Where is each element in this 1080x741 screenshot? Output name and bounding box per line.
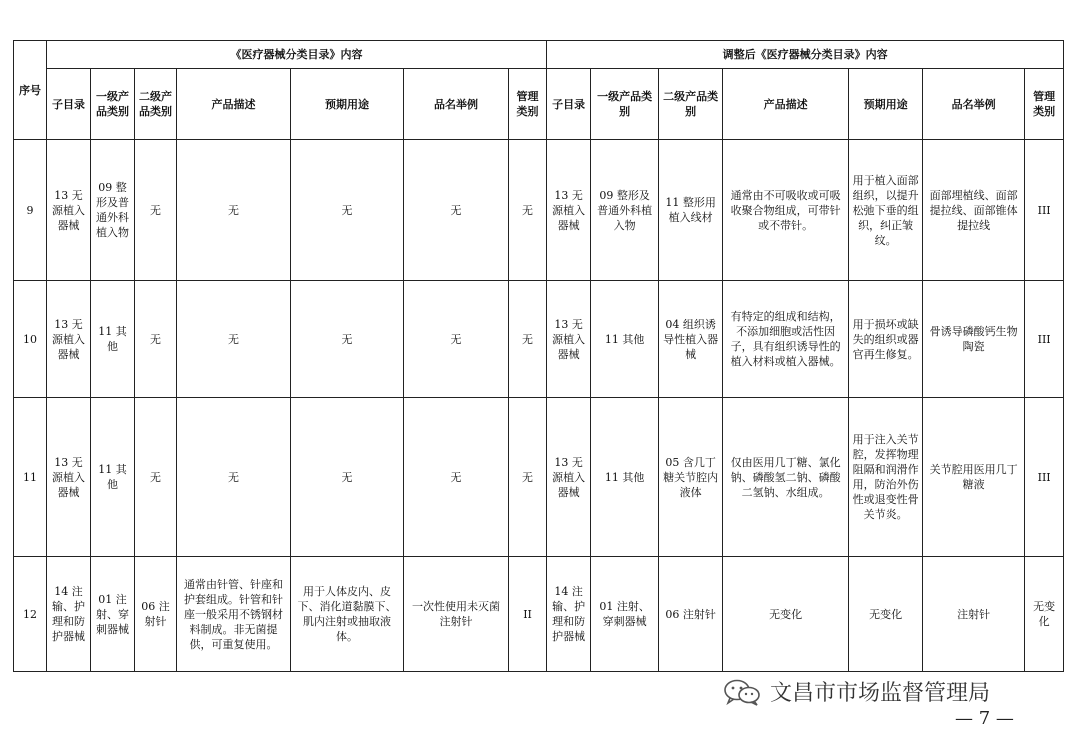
table-cell: 无: [135, 140, 177, 281]
table-cell: 用于损坏或缺失的组织或器官再生修复。: [849, 281, 923, 398]
table-cell: 用于人体皮内、皮下、消化道黏膜下、肌内注射或抽取液体。: [291, 557, 404, 672]
table-cell: 无: [291, 140, 404, 281]
table-cell: 注射针: [923, 557, 1025, 672]
table-cell: 11 其他: [591, 398, 659, 557]
table-row: [14, 557, 1064, 672]
table-cell: 09 整形及普通外科植入物: [591, 140, 659, 281]
cell-seq: 12: [14, 557, 47, 672]
table-cell: 无: [135, 398, 177, 557]
header-col: 预期用途: [849, 69, 923, 140]
table-row: [14, 398, 1064, 557]
table-cell: 无: [509, 281, 547, 398]
table-cell: 无: [509, 140, 547, 281]
header-col: 二级产品类别: [659, 69, 723, 140]
header-col: 管理类别: [1025, 69, 1064, 140]
table-cell: 通常由针管、针座和护套组成。针管和针座一般采用不锈钢材料制成。非无菌提供，可重复使用。: [177, 557, 291, 672]
table-cell: 有特定的组成和结构，不添加细胞或活性因子，具有组织诱导性的植入材料或植入器械。: [723, 281, 849, 398]
table-cell: 05 含几丁糖关节腔内液体: [659, 398, 723, 557]
table-cell: 06 注射针: [135, 557, 177, 672]
cell-seq: 9: [14, 140, 47, 281]
table-cell: 13 无源植入器械: [547, 398, 591, 557]
table-cell: 关节腔用医用几丁糖液: [923, 398, 1025, 557]
table-cell: 无: [404, 281, 509, 398]
table-cell: 无: [291, 281, 404, 398]
table-cell: 一次性使用未灭菌注射针: [404, 557, 509, 672]
table-cell: 无变化: [849, 557, 923, 672]
table-cell: III: [1025, 398, 1064, 557]
table-cell: 通常由不可吸收或可吸收聚合物组成，可带针或不带针。: [723, 140, 849, 281]
table-cell: 无: [135, 281, 177, 398]
table-cell: 11 其他: [91, 281, 135, 398]
table-row: [14, 281, 1064, 398]
header-col: 子目录: [547, 69, 591, 140]
table-cell: 13 无源植入器械: [47, 281, 91, 398]
table-cell: 06 注射针: [659, 557, 723, 672]
watermark: [722, 676, 990, 707]
header-col: 品名举例: [404, 69, 509, 140]
table-cell: 无变化: [723, 557, 849, 672]
table-cell: 无: [177, 140, 291, 281]
header-col: 产品描述: [723, 69, 849, 140]
table-cell: II: [509, 557, 547, 672]
header-col: 一级产品类别: [591, 69, 659, 140]
table-cell: 无变化: [1025, 557, 1064, 672]
table-cell: 无: [404, 140, 509, 281]
table-cell: 13 无源植入器械: [47, 398, 91, 557]
classification-table: [13, 40, 1064, 672]
table-cell: III: [1025, 140, 1064, 281]
table-cell: 13 无源植入器械: [47, 140, 91, 281]
header-seq: 序号: [14, 41, 47, 140]
table-cell: 11 其他: [591, 281, 659, 398]
table-cell: 仅由医用几丁糖、氯化钠、磷酸氢二钠、磷酸二氢钠、水组成。: [723, 398, 849, 557]
cell-seq: 11: [14, 398, 47, 557]
header-col: 预期用途: [291, 69, 404, 140]
header-col: 产品描述: [177, 69, 291, 140]
cell-seq: 10: [14, 281, 47, 398]
page-number: — 7 —: [955, 708, 1014, 729]
table-cell: III: [1025, 281, 1064, 398]
table-cell: 无: [177, 281, 291, 398]
table-cell: 用于植入面部组织，以提升松弛下垂的组织，纠正皱纹。: [849, 140, 923, 281]
table-cell: 11 其他: [91, 398, 135, 557]
header-col: 一级产品类别: [91, 69, 135, 140]
table-cell: 无: [404, 398, 509, 557]
header-col: 品名举例: [923, 69, 1025, 140]
table-cell: 14 注输、护理和防护器械: [47, 557, 91, 672]
watermark-text: 文昌市市场监督管理局: [770, 681, 991, 706]
table-cell: 13 无源植入器械: [547, 281, 591, 398]
table-cell: 13 无源植入器械: [547, 140, 591, 281]
table-cell: 用于注入关节腔，发挥物理阻隔和润滑作用，防治外伤性或退变性骨关节炎。: [849, 398, 923, 557]
header-before-title: 《医疗器械分类目录》内容: [47, 41, 547, 69]
table-cell: 04 组织诱导性植入器械: [659, 281, 723, 398]
header-after-title: 调整后《医疗器械分类目录》内容: [547, 41, 1064, 69]
table-cell: 无: [177, 398, 291, 557]
wechat-icon: [722, 678, 762, 706]
table-cell: 14 注输、护理和防护器械: [547, 557, 591, 672]
table-cell: 01 注射、穿刺器械: [591, 557, 659, 672]
table-row: [14, 140, 1064, 281]
table-cell: 无: [509, 398, 547, 557]
table-cell: 无: [291, 398, 404, 557]
table-cell: 面部埋植线、面部提拉线、面部锥体提拉线: [923, 140, 1025, 281]
table-cell: 11 整形用植入线材: [659, 140, 723, 281]
table-cell: 09 整形及普通外科植入物: [91, 140, 135, 281]
header-col: 管理类别: [509, 69, 547, 140]
header-col: 二级产品类别: [135, 69, 177, 140]
header-col: 子目录: [47, 69, 91, 140]
table-cell: 01 注射、穿刺器械: [91, 557, 135, 672]
table-cell: 骨诱导磷酸钙生物陶瓷: [923, 281, 1025, 398]
